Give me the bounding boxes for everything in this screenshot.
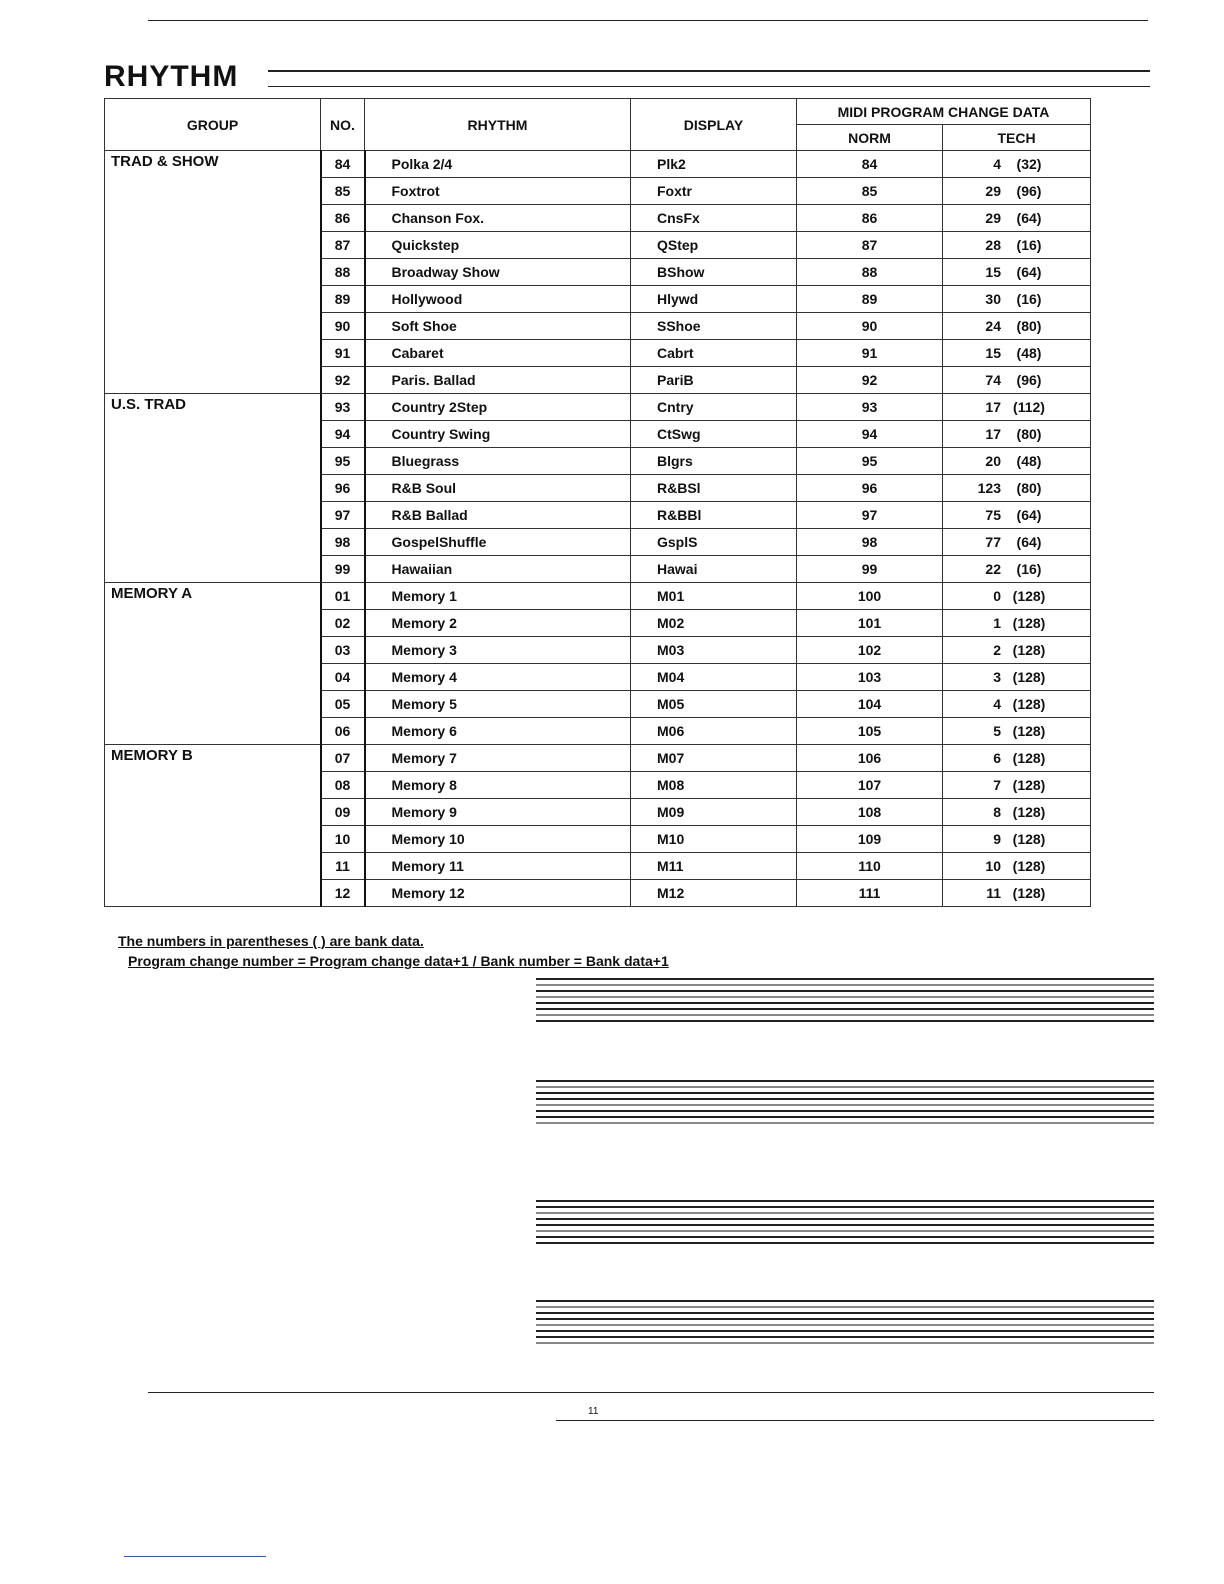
no-cell: 01 bbox=[321, 583, 365, 610]
tech-bank: (128) bbox=[1012, 858, 1046, 874]
tech-cell bbox=[943, 232, 1091, 259]
tech-cell bbox=[943, 637, 1091, 664]
norm-cell: 87 bbox=[797, 232, 943, 259]
no-cell: 84 bbox=[321, 151, 365, 178]
display-cell: GsplS bbox=[631, 529, 797, 556]
rhythm-cell: Polka 2/4 bbox=[365, 151, 631, 178]
tech-program: 30 bbox=[985, 291, 1001, 307]
rhythm-cell: Country Swing bbox=[365, 421, 631, 448]
tech-bank: (128) bbox=[1012, 642, 1046, 658]
tech-cell bbox=[943, 799, 1091, 826]
tech-cell bbox=[943, 583, 1091, 610]
tech-cell bbox=[943, 664, 1091, 691]
tech-bank: (128) bbox=[1012, 804, 1046, 820]
header-group: GROUP bbox=[105, 99, 321, 151]
tech-program: 29 bbox=[985, 210, 1001, 226]
rhythm-table bbox=[104, 98, 1091, 907]
rhythm-cell: GospelShuffle bbox=[365, 529, 631, 556]
rhythm-cell: Paris. Ballad bbox=[365, 367, 631, 394]
norm-cell: 91 bbox=[797, 340, 943, 367]
tech-bank: (128) bbox=[1012, 669, 1046, 685]
display-cell: Plk2 bbox=[631, 151, 797, 178]
no-cell: 03 bbox=[321, 637, 365, 664]
no-cell: 91 bbox=[321, 340, 365, 367]
norm-cell: 99 bbox=[797, 556, 943, 583]
tech-bank: (128) bbox=[1012, 723, 1046, 739]
display-cell: CnsFx bbox=[631, 205, 797, 232]
no-cell: 92 bbox=[321, 367, 365, 394]
norm-cell: 102 bbox=[797, 637, 943, 664]
norm-cell: 103 bbox=[797, 664, 943, 691]
tech-cell bbox=[943, 421, 1091, 448]
norm-cell: 108 bbox=[797, 799, 943, 826]
display-cell: M11 bbox=[631, 853, 797, 880]
tech-cell bbox=[943, 502, 1091, 529]
norm-cell: 95 bbox=[797, 448, 943, 475]
display-cell: Cabrt bbox=[631, 340, 797, 367]
scan-stripes-4 bbox=[536, 1300, 1154, 1348]
display-cell: M02 bbox=[631, 610, 797, 637]
tech-cell bbox=[943, 394, 1091, 421]
tech-bank: (64) bbox=[1016, 210, 1042, 226]
no-cell: 04 bbox=[321, 664, 365, 691]
rhythm-cell: Memory 12 bbox=[365, 880, 631, 907]
norm-cell: 90 bbox=[797, 313, 943, 340]
rhythm-cell: Country 2Step bbox=[365, 394, 631, 421]
tech-bank: (48) bbox=[1016, 345, 1042, 361]
tech-bank: (96) bbox=[1016, 372, 1042, 388]
rhythm-cell: Memory 10 bbox=[365, 826, 631, 853]
tech-cell bbox=[943, 448, 1091, 475]
tech-cell bbox=[943, 556, 1091, 583]
norm-cell: 109 bbox=[797, 826, 943, 853]
page-title: RHYTHM bbox=[104, 60, 239, 93]
no-cell: 05 bbox=[321, 691, 365, 718]
tech-program: 5 bbox=[993, 723, 1001, 739]
rhythm-cell: Soft Shoe bbox=[365, 313, 631, 340]
display-cell: M06 bbox=[631, 718, 797, 745]
table-row bbox=[105, 151, 1091, 178]
tech-cell bbox=[943, 340, 1091, 367]
tech-bank: (16) bbox=[1016, 291, 1042, 307]
tech-bank: (128) bbox=[1012, 615, 1046, 631]
tech-program: 1 bbox=[993, 615, 1001, 631]
display-cell: CtSwg bbox=[631, 421, 797, 448]
tech-program: 0 bbox=[993, 588, 1001, 604]
tech-program: 6 bbox=[993, 750, 1001, 766]
no-cell: 02 bbox=[321, 610, 365, 637]
rhythm-cell: R&B Ballad bbox=[365, 502, 631, 529]
tech-bank: (64) bbox=[1016, 264, 1042, 280]
title-rule bbox=[268, 70, 1150, 72]
group-label: TRAD & SHOW bbox=[105, 151, 321, 394]
tech-bank: (128) bbox=[1012, 750, 1046, 766]
rhythm-cell: Memory 9 bbox=[365, 799, 631, 826]
tech-cell bbox=[943, 691, 1091, 718]
scan-stripes-2 bbox=[536, 1080, 1154, 1128]
tech-program: 24 bbox=[985, 318, 1001, 334]
tech-program: 7 bbox=[993, 777, 1001, 793]
tech-bank: (128) bbox=[1012, 777, 1046, 793]
rhythm-cell: Cabaret bbox=[365, 340, 631, 367]
tech-cell bbox=[943, 745, 1091, 772]
rhythm-cell: Memory 1 bbox=[365, 583, 631, 610]
display-cell: BShow bbox=[631, 259, 797, 286]
no-cell: 87 bbox=[321, 232, 365, 259]
display-cell: M04 bbox=[631, 664, 797, 691]
tech-program: 29 bbox=[985, 183, 1001, 199]
no-cell: 96 bbox=[321, 475, 365, 502]
display-cell: R&BBl bbox=[631, 502, 797, 529]
rhythm-cell: R&B Soul bbox=[365, 475, 631, 502]
norm-cell: 105 bbox=[797, 718, 943, 745]
tech-cell bbox=[943, 178, 1091, 205]
norm-cell: 94 bbox=[797, 421, 943, 448]
display-cell: PariB bbox=[631, 367, 797, 394]
norm-cell: 86 bbox=[797, 205, 943, 232]
rhythm-cell: Hollywood bbox=[365, 286, 631, 313]
norm-cell: 100 bbox=[797, 583, 943, 610]
tech-cell bbox=[943, 205, 1091, 232]
rhythm-cell: Memory 6 bbox=[365, 718, 631, 745]
scan-stripes-1 bbox=[536, 978, 1154, 1026]
no-cell: 97 bbox=[321, 502, 365, 529]
tech-program: 8 bbox=[993, 804, 1001, 820]
rhythm-cell: Chanson Fox. bbox=[365, 205, 631, 232]
header-rhythm: RHYTHM bbox=[365, 99, 631, 151]
rhythm-cell: Memory 3 bbox=[365, 637, 631, 664]
tech-program: 77 bbox=[985, 534, 1001, 550]
display-cell: M03 bbox=[631, 637, 797, 664]
no-cell: 86 bbox=[321, 205, 365, 232]
display-cell: Hawai bbox=[631, 556, 797, 583]
display-cell: M09 bbox=[631, 799, 797, 826]
tech-cell bbox=[943, 772, 1091, 799]
norm-cell: 101 bbox=[797, 610, 943, 637]
display-cell: Blgrs bbox=[631, 448, 797, 475]
no-cell: 10 bbox=[321, 826, 365, 853]
header-no: NO. bbox=[321, 99, 365, 151]
norm-cell: 96 bbox=[797, 475, 943, 502]
tech-program: 17 bbox=[985, 399, 1001, 415]
tech-bank: (128) bbox=[1012, 696, 1046, 712]
display-cell: M05 bbox=[631, 691, 797, 718]
norm-cell: 104 bbox=[797, 691, 943, 718]
no-cell: 99 bbox=[321, 556, 365, 583]
footnote-2: Program change number = Program change data+1 / Bank number = Bank data+1 bbox=[128, 953, 669, 969]
display-cell: M10 bbox=[631, 826, 797, 853]
no-cell: 85 bbox=[321, 178, 365, 205]
tech-cell bbox=[943, 529, 1091, 556]
group-label: MEMORY B bbox=[105, 745, 321, 907]
tech-bank: (96) bbox=[1016, 183, 1042, 199]
tech-cell bbox=[943, 610, 1091, 637]
tech-cell bbox=[943, 853, 1091, 880]
page-number: 11 bbox=[588, 1406, 599, 1417]
rhythm-cell: Memory 5 bbox=[365, 691, 631, 718]
footnote-1: The numbers in parentheses ( ) are bank data. bbox=[118, 933, 424, 949]
bottom-rule bbox=[148, 1392, 1154, 1393]
tech-cell bbox=[943, 826, 1091, 853]
display-cell: R&BSl bbox=[631, 475, 797, 502]
norm-cell: 98 bbox=[797, 529, 943, 556]
tech-cell bbox=[943, 718, 1091, 745]
tech-program: 75 bbox=[985, 507, 1001, 523]
no-cell: 07 bbox=[321, 745, 365, 772]
display-cell: SShoe bbox=[631, 313, 797, 340]
tech-program: 10 bbox=[985, 858, 1001, 874]
tech-cell bbox=[943, 286, 1091, 313]
display-cell: M12 bbox=[631, 880, 797, 907]
tech-cell bbox=[943, 475, 1091, 502]
rhythm-cell: Foxtrot bbox=[365, 178, 631, 205]
norm-cell: 111 bbox=[797, 880, 943, 907]
tech-bank: (128) bbox=[1012, 831, 1046, 847]
norm-cell: 84 bbox=[797, 151, 943, 178]
display-cell: QStep bbox=[631, 232, 797, 259]
table-row bbox=[105, 394, 1091, 421]
tech-bank: (128) bbox=[1012, 885, 1046, 901]
display-cell: Cntry bbox=[631, 394, 797, 421]
tech-program: 20 bbox=[985, 453, 1001, 469]
display-cell: M01 bbox=[631, 583, 797, 610]
no-cell: 89 bbox=[321, 286, 365, 313]
tech-bank: (16) bbox=[1016, 237, 1042, 253]
table-body bbox=[105, 151, 1091, 907]
no-cell: 06 bbox=[321, 718, 365, 745]
rhythm-cell: Memory 4 bbox=[365, 664, 631, 691]
rhythm-cell: Memory 8 bbox=[365, 772, 631, 799]
no-cell: 88 bbox=[321, 259, 365, 286]
tech-bank: (64) bbox=[1016, 507, 1042, 523]
tech-bank: (112) bbox=[1013, 399, 1045, 415]
tech-cell bbox=[943, 367, 1091, 394]
rhythm-cell: Bluegrass bbox=[365, 448, 631, 475]
header-midi: MIDI PROGRAM CHANGE DATA bbox=[797, 99, 1091, 125]
norm-cell: 93 bbox=[797, 394, 943, 421]
scan-stripes-3 bbox=[536, 1200, 1154, 1248]
no-cell: 94 bbox=[321, 421, 365, 448]
rhythm-cell: Broadway Show bbox=[365, 259, 631, 286]
display-cell: M07 bbox=[631, 745, 797, 772]
tech-bank: (48) bbox=[1016, 453, 1042, 469]
tech-program: 15 bbox=[985, 345, 1001, 361]
tech-bank: (16) bbox=[1016, 561, 1042, 577]
tech-program: 22 bbox=[985, 561, 1001, 577]
no-cell: 95 bbox=[321, 448, 365, 475]
tech-bank: (128) bbox=[1012, 588, 1046, 604]
tech-program: 9 bbox=[993, 831, 1001, 847]
footnotes bbox=[118, 931, 669, 971]
tech-program: 17 bbox=[985, 426, 1001, 442]
display-cell: Foxtr bbox=[631, 178, 797, 205]
norm-cell: 107 bbox=[797, 772, 943, 799]
no-cell: 11 bbox=[321, 853, 365, 880]
header-tech: TECH bbox=[943, 125, 1091, 151]
tech-program: 11 bbox=[986, 885, 1001, 901]
rhythm-cell: Quickstep bbox=[365, 232, 631, 259]
tech-program: 74 bbox=[985, 372, 1001, 388]
rhythm-cell: Memory 7 bbox=[365, 745, 631, 772]
tech-program: 2 bbox=[993, 642, 1001, 658]
rhythm-cell: Memory 11 bbox=[365, 853, 631, 880]
header-norm: NORM bbox=[797, 125, 943, 151]
norm-cell: 110 bbox=[797, 853, 943, 880]
tech-bank: (64) bbox=[1016, 534, 1042, 550]
table-row bbox=[105, 745, 1091, 772]
title-rule-2 bbox=[268, 86, 1150, 87]
tech-program: 4 bbox=[993, 696, 1001, 712]
rhythm-cell: Memory 2 bbox=[365, 610, 631, 637]
norm-cell: 89 bbox=[797, 286, 943, 313]
tech-bank: (80) bbox=[1016, 426, 1042, 442]
no-cell: 98 bbox=[321, 529, 365, 556]
group-label: MEMORY A bbox=[105, 583, 321, 745]
no-cell: 90 bbox=[321, 313, 365, 340]
tech-program: 3 bbox=[993, 669, 1001, 685]
tech-program: 123 bbox=[977, 480, 1001, 496]
tech-program: 15 bbox=[985, 264, 1001, 280]
display-cell: M08 bbox=[631, 772, 797, 799]
top-rule bbox=[148, 20, 1148, 21]
display-cell: Hlywd bbox=[631, 286, 797, 313]
tech-cell bbox=[943, 259, 1091, 286]
no-cell: 93 bbox=[321, 394, 365, 421]
header-display: DISPLAY bbox=[631, 99, 797, 151]
group-label: U.S. TRAD bbox=[105, 394, 321, 583]
norm-cell: 97 bbox=[797, 502, 943, 529]
tech-program: 28 bbox=[985, 237, 1001, 253]
rhythm-cell: Hawaiian bbox=[365, 556, 631, 583]
footer-mark bbox=[124, 1556, 266, 1557]
tech-cell bbox=[943, 880, 1091, 907]
tech-cell bbox=[943, 151, 1091, 178]
no-cell: 08 bbox=[321, 772, 365, 799]
tech-bank: (80) bbox=[1016, 480, 1042, 496]
norm-cell: 85 bbox=[797, 178, 943, 205]
no-cell: 12 bbox=[321, 880, 365, 907]
page-rule bbox=[556, 1420, 1154, 1421]
no-cell: 09 bbox=[321, 799, 365, 826]
norm-cell: 106 bbox=[797, 745, 943, 772]
tech-cell bbox=[943, 313, 1091, 340]
table-row bbox=[105, 583, 1091, 610]
norm-cell: 88 bbox=[797, 259, 943, 286]
tech-bank: (80) bbox=[1016, 318, 1042, 334]
tech-program: 4 bbox=[993, 156, 1001, 172]
tech-bank: (32) bbox=[1016, 156, 1042, 172]
norm-cell: 92 bbox=[797, 367, 943, 394]
